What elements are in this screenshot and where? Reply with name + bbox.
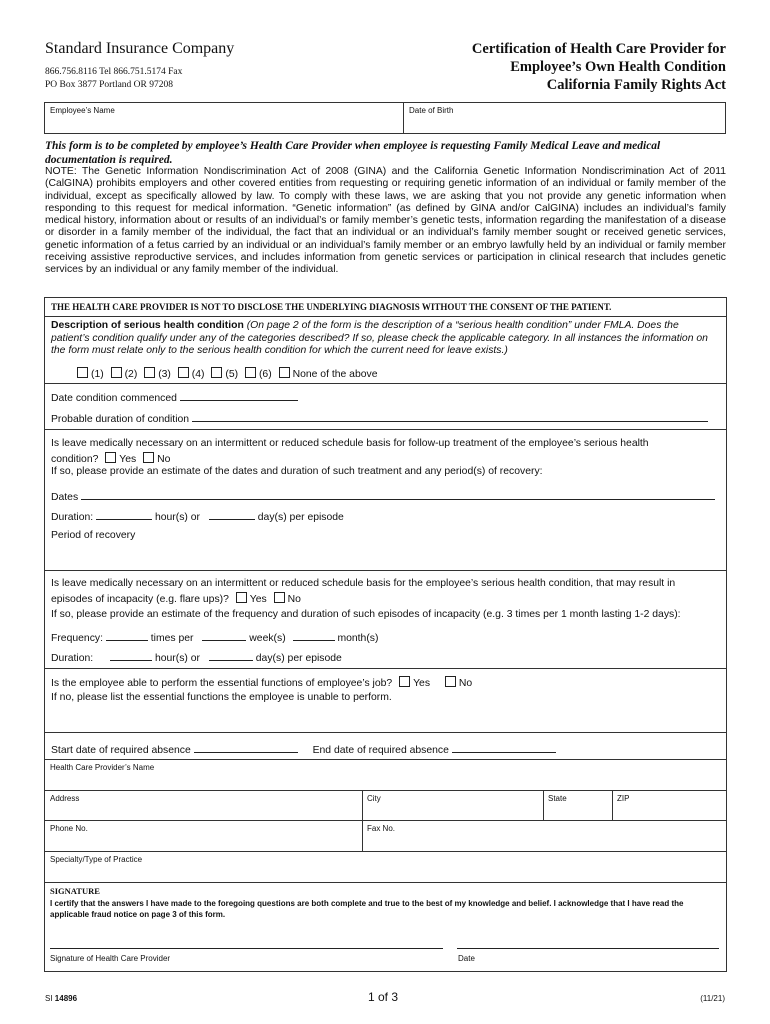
provider-name-label: Health Care Provider’s Name [50, 763, 155, 772]
incapacity-yes-checkbox[interactable] [236, 592, 247, 603]
duration-label: Duration: [51, 512, 94, 523]
company-phone: 866.756.8116 Tel 866.751.5174 Fax [45, 67, 183, 77]
essential-functions-row [51, 676, 472, 689]
end-date-label: End date of required absence [312, 745, 449, 756]
condition-description-text: (On page 2 of the form is the description of a “serious health condition” under FMLA. Does the patient’s condition qualify under any of the categories described? If so, please check the applicable category. In all instances the information on the form must relate only to the serious health condition for which the current need for leave exists.) [51, 320, 708, 356]
signature-date-label: Date [458, 954, 475, 963]
state-label: State [548, 794, 567, 803]
company-name: Standard Insurance Company [45, 40, 235, 57]
category-none-label: None of the above [292, 369, 378, 380]
start-date-label: Start date of required absence [51, 745, 191, 756]
divider [45, 570, 726, 571]
followup-no-label: No [157, 454, 171, 465]
divider [45, 668, 726, 669]
category-6-label: (6) [258, 369, 272, 380]
hours-or-label: hour(s) or [154, 653, 200, 664]
form-number [45, 994, 77, 1003]
form-title-line-1: Certification of Health Care Provider for [471, 41, 726, 57]
days-per-episode-label: day(s) per episode [255, 653, 342, 664]
category-1-checkbox[interactable] [77, 367, 88, 378]
incapacity-answer-row [51, 592, 301, 605]
form-title-line-3: California Family Rights Act [546, 77, 726, 93]
incapacity-no-checkbox[interactable] [274, 592, 285, 603]
incapacity-hours-input[interactable] [110, 650, 152, 661]
category-none-checkbox[interactable] [279, 367, 290, 378]
disclosure-warning: THE HEALTH CARE PROVIDER IS NOT TO DISCLOSE THE UNDERLYING DIAGNOSIS WITHOUT THE CONSENT OF THE PATIENT. [51, 302, 612, 312]
essential-functions-ifno: If no, please list the essential functions the employee is unable to perform. [51, 692, 392, 703]
incapacity-ifso: If so, please provide an estimate of the frequency and duration of such episodes of incapacity (e.g. 3 times per 1 month lasting 1-2 days): [51, 609, 681, 620]
phone-label: Phone No. [50, 824, 88, 833]
divider [45, 790, 726, 791]
followup-question-cont: condition? [51, 454, 99, 465]
incapacity-question-cont: episodes of incapacity (e.g. flare ups)? [51, 594, 229, 605]
incapacity-no-label: No [287, 594, 301, 605]
followup-yes-checkbox[interactable] [105, 452, 116, 463]
form-prefix: SI [45, 994, 53, 1003]
essential-no-label: No [458, 678, 473, 689]
revision-date: (11/21) [700, 994, 725, 1003]
form-number-value: 14896 [54, 994, 78, 1003]
end-date-input[interactable] [452, 742, 556, 753]
absence-dates-row [51, 742, 556, 756]
company-contact [45, 66, 182, 92]
category-6-checkbox[interactable] [245, 367, 256, 378]
category-3-label: (3) [158, 369, 171, 380]
dates-label: Dates [51, 492, 79, 503]
followup-no-checkbox[interactable] [143, 452, 154, 463]
probable-duration-input[interactable] [192, 411, 708, 422]
followup-answer-row [51, 452, 170, 465]
signature-label: Signature of Health Care Provider [50, 954, 171, 963]
condition-description [51, 320, 719, 358]
category-2-checkbox[interactable] [111, 367, 122, 378]
divider [45, 316, 726, 317]
divider [45, 820, 726, 821]
gina-note: NOTE: The Genetic Information Nondiscrimination Act of 2008 (GINA) and the California Genetic Information Nondiscrimination Act of 2011 (CalGINA) prohibits employers and other covered entities from requesting or requiring genetic information of an individual or family member of the individual, except as specifically allowed by law. To comply with these laws, we are asking that you not provide any genetic information when responding to this request for medical information. “Genetic information” (as defined by GINA and/or CalGINA) includes an individual’s family medical history, information about or results of an individual’s or family member’s genetic tests, information regarding the manifestation of a disease or disorder in a family member of the individual, the fact that an individual or an individual’s family member sought or received genetic services, genetic information of a fetus carried by an individual or an individual’s family member or an embryo lawfully held by an individual or family member receiving assistive reproductive services, and includes information from genetic services or participation in clinical research that includes genetic services by an individual or any family member of the individual. [45, 166, 726, 276]
frequency-label: Frequency: [51, 633, 103, 644]
divider [45, 851, 726, 852]
divider [45, 732, 726, 733]
fax-label: Fax No. [367, 824, 396, 833]
probable-duration-row [51, 411, 708, 425]
frequency-row [51, 630, 378, 644]
divider [612, 790, 613, 820]
category-4-checkbox[interactable] [178, 367, 189, 378]
category-5-label: (5) [225, 369, 239, 380]
incapacity-duration-row [51, 650, 342, 664]
category-4-label: (4) [191, 369, 205, 380]
followup-days-input[interactable] [209, 509, 255, 520]
essential-yes-checkbox[interactable] [399, 676, 410, 687]
times-per-label: times per [150, 633, 194, 644]
date-of-birth-label: Date of Birth [409, 106, 454, 115]
category-2-label: (2) [124, 369, 138, 380]
essential-no-checkbox[interactable] [445, 676, 456, 687]
category-5-checkbox[interactable] [211, 367, 222, 378]
zip-label: ZIP [617, 794, 630, 803]
page-indicator: 1 of 3 [368, 990, 399, 1004]
hours-or-label: hour(s) or [154, 512, 200, 523]
probable-duration-label: Probable duration of condition [51, 414, 190, 425]
period-of-recovery-label: Period of recovery [51, 530, 136, 541]
date-of-birth-field[interactable] [403, 102, 726, 134]
days-per-episode-label: day(s) per episode [257, 512, 344, 523]
months-label: month(s) [337, 633, 379, 644]
category-checkboxes [73, 367, 377, 380]
frequency-weeks-input[interactable] [202, 630, 246, 641]
start-date-input[interactable] [194, 742, 298, 753]
specialty-label: Specialty/Type of Practice [50, 855, 143, 864]
dates-input[interactable] [81, 489, 715, 500]
divider [45, 383, 726, 384]
form-title [472, 40, 726, 94]
city-label: City [367, 794, 381, 803]
incapacity-days-input[interactable] [209, 650, 253, 661]
category-3-checkbox[interactable] [144, 367, 155, 378]
certification-statement: I certify that the answers I have made to the foregoing questions are both complete and true to the best of my knowledge and belief. I acknowledge that I have read the applicable fraud notice on page 3 of this form. [50, 899, 684, 919]
date-commenced-row [51, 390, 298, 404]
incapacity-question: Is leave medically necessary on an intermittent or reduced schedule basis for the employee’s serious health condition, that may result in [51, 578, 676, 589]
weeks-label: week(s) [249, 633, 286, 644]
signature-date-line[interactable] [457, 948, 719, 949]
essential-yes-label: Yes [413, 678, 431, 689]
category-1-label: (1) [91, 369, 104, 380]
followup-yes-label: Yes [119, 454, 137, 465]
followup-question: Is leave medically necessary on an intermittent or reduced schedule basis for follow-up treatment of the employee’s serious health [51, 438, 649, 449]
date-commenced-label: Date condition commenced [51, 393, 177, 404]
duration-label: Duration: [51, 653, 94, 664]
provider-name-field[interactable] [45, 759, 726, 790]
condition-description-heading: Description of serious health condition [51, 320, 244, 331]
divider [45, 882, 726, 883]
divider [543, 790, 544, 820]
followup-hours-input[interactable] [96, 509, 152, 520]
date-commenced-input[interactable] [180, 390, 298, 401]
health-condition-section [44, 297, 727, 972]
employee-name-field[interactable] [44, 102, 404, 134]
followup-duration-row [51, 509, 344, 523]
frequency-months-input[interactable] [293, 630, 335, 641]
signature-line[interactable] [50, 948, 443, 949]
followup-ifso: If so, please provide an estimate of the dates and duration of such treatment and any period(s) of recovery: [51, 466, 543, 477]
intro-instructions: This form is to be completed by employee’s Health Care Provider when employee is requesting Family Medical Leave and medical documentation is required. [45, 140, 661, 166]
signature-heading: SIGNATURE [50, 886, 100, 896]
company-address: PO Box 3877 Portland OR 97208 [45, 80, 173, 90]
incapacity-yes-label: Yes [249, 594, 267, 605]
divider [45, 429, 726, 430]
address-label: Address [50, 794, 80, 803]
employee-name-label: Employee’s Name [50, 106, 115, 115]
form-title-line-2: Employee’s Own Health Condition [510, 59, 726, 75]
frequency-times-input[interactable] [106, 630, 148, 641]
essential-functions-question: Is the employee able to perform the essential functions of employee’s job? [51, 678, 393, 689]
dates-row [51, 489, 715, 503]
